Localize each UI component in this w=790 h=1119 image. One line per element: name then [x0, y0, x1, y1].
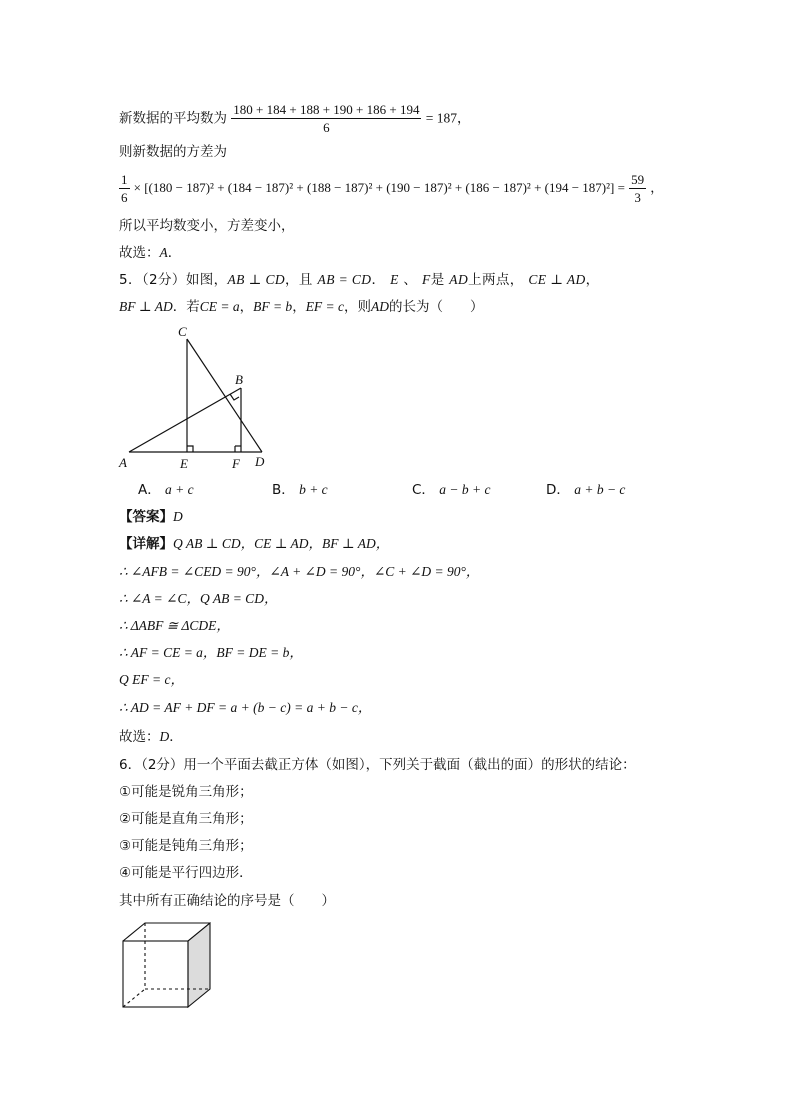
answer-tag: 【答案】 — [119, 509, 173, 525]
q5-triangle-figure — [112, 322, 282, 474]
mean-line — [119, 102, 471, 135]
variance-intro: 则新数据的方差为 — [119, 144, 227, 160]
q5-stem-line1: 5．（2分）如图，AB ⊥ CD，且 AB = CD． E 、 F是 AD上两点， CE ⊥ AD， — [119, 272, 600, 288]
mean-fraction — [231, 102, 421, 135]
variance-coefficient: $\frac{1}{6}$ — [121, 172, 128, 205]
right-angle-e — [187, 446, 193, 452]
q4-conclusion: 所以平均数变小，方差变小， — [119, 218, 295, 234]
label-b: B — [235, 372, 243, 387]
cube-hidden-diagonal — [123, 989, 145, 1007]
q4-choice: 故选：A． — [119, 245, 182, 261]
q5-detail-line1: 【详解】Q AB ⊥ CD，CE ⊥ AD，BF ⊥ AD， — [119, 536, 390, 552]
variance-expression: × [(180 − 187)² + (184 − 187)² + (188 − 187)² + (190 − 187)² + (186 − 187)² + (194 − 187)²] = — [133, 180, 625, 195]
q5-detail-line4: ∴ ΔABF ≅ ΔCDE， — [119, 618, 230, 633]
q5-detail-line5: ∴ AF = CE = a，BF = DE = b， — [119, 645, 303, 660]
q6-question: 其中所有正确结论的序号是（ ） — [119, 893, 335, 909]
option-a[interactable]: A． a + c — [138, 482, 194, 498]
label-d: D — [255, 454, 265, 469]
q5-stem-line2: BF ⊥ AD．若CE = a，BF = b，EF = c，则AD的长为（ ） — [119, 299, 484, 315]
q6-cube-figure — [118, 918, 216, 1014]
right-angle-ab-cd — [230, 394, 239, 400]
q5-answer — [119, 507, 183, 527]
segment-ab — [129, 388, 241, 452]
q6-stem: 6．（2分）用一个平面去截正方体（如图），下列关于截面（截出的面）的形状的结论： — [119, 757, 636, 773]
q5-detail-line7: ∴ AD = AF + DF = a + (b − c) = a + b − c， — [119, 700, 372, 715]
mean-result: = 187， — [425, 110, 471, 126]
mean-denominator: 6 — [323, 120, 330, 135]
cube-right-face — [188, 923, 210, 1007]
q5-choice: 故选：D． — [119, 729, 183, 745]
q6-item-1: ①可能是锐角三角形； — [119, 784, 253, 800]
q6-item-3: ③可能是钝角三角形； — [119, 838, 253, 854]
mean-prefix: 新数据的平均数为 — [119, 110, 227, 127]
option-b[interactable]: B． b + c — [272, 482, 328, 498]
q5-detail-line6: Q EF = c， — [119, 672, 184, 687]
label-f: F — [232, 456, 240, 471]
answer-value: D — [173, 509, 183, 524]
mean-numerator: 180 + 184 + 188 + 190 + 186 + 194 — [233, 102, 420, 117]
segment-cd — [187, 339, 262, 452]
label-a: A — [119, 455, 127, 470]
q5-detail-line3: ∴ ∠A = ∠C，Q AB = CD， — [119, 591, 278, 606]
option-c[interactable]: C． a − b + c — [412, 482, 491, 498]
option-d[interactable]: D． a + b − c — [546, 482, 626, 498]
detail-tag: 【详解】 — [119, 536, 173, 552]
variance-line: $\frac{1}{6}$ × [(180 − 187)² + (184 − 187)² + (188 − 187)² + (190 − 187)² + (186 − 187)² + (194 − 187)²] = $\frac{59}{3}$ ， — [121, 172, 664, 205]
variance-result: $\frac{59}{3}$ — [631, 172, 645, 205]
q5-detail-line2: ∴ ∠AFB = ∠CED = 90°，∠A + ∠D = 90°，∠C + ∠D = 90°， — [119, 564, 480, 579]
q6-item-2: ②可能是直角三角形； — [119, 811, 253, 827]
q6-item-4: ④可能是平行四边形． — [119, 865, 253, 881]
cube-front-face — [123, 941, 188, 1007]
label-c: C — [178, 324, 187, 339]
label-e: E — [180, 456, 188, 471]
